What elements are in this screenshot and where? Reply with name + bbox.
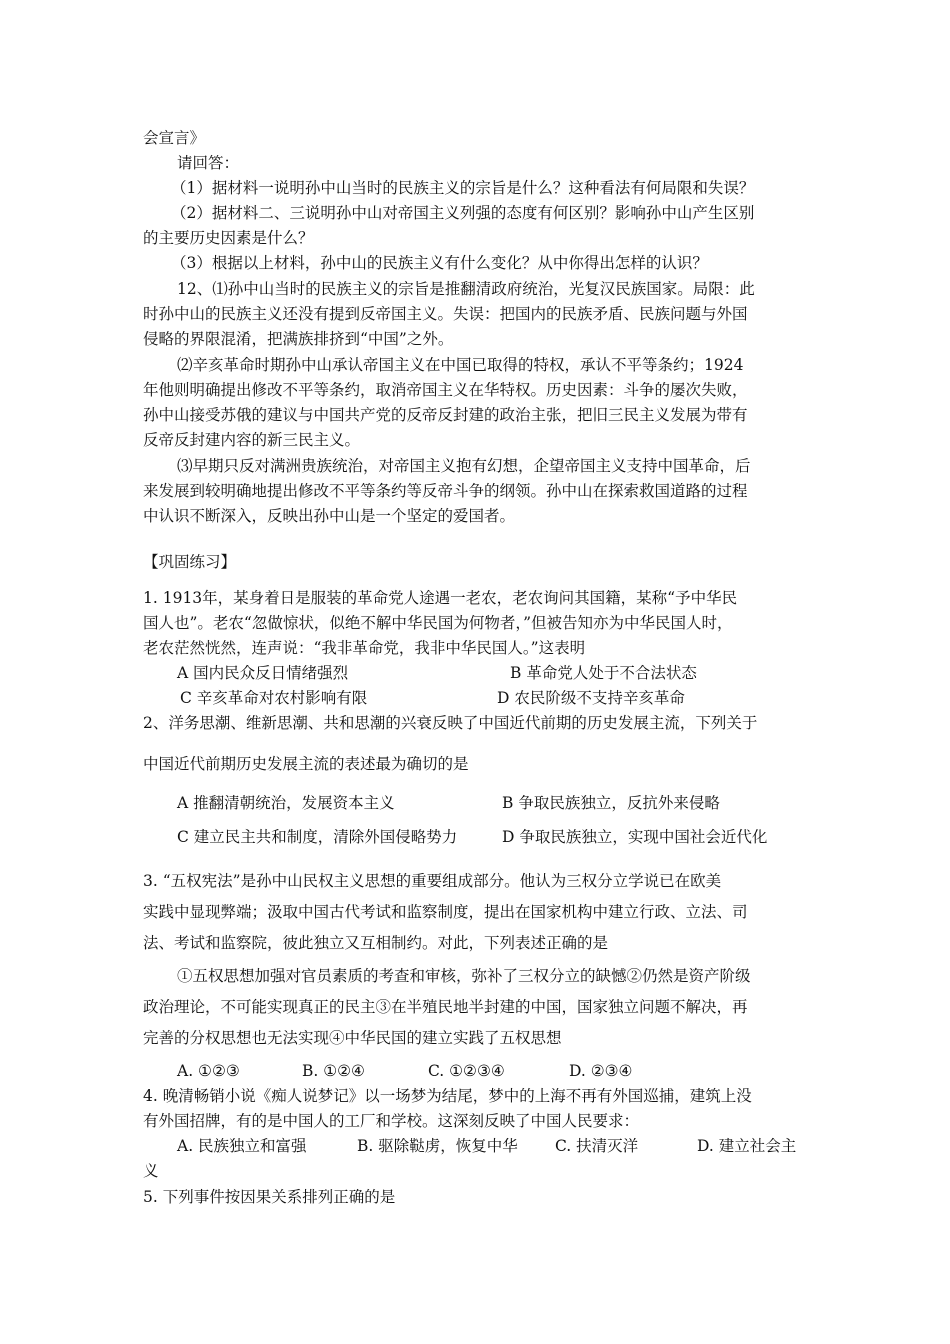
q3-option-a: A. ①②③: [177, 1062, 240, 1080]
q2-option-d: D 争取民族独立，实现中国社会近代化: [502, 828, 768, 846]
q3-statements: 完善的分权思想也无法实现④中华民国的建立实践了五权思想: [143, 1029, 562, 1047]
answer-line: 反帝反封建内容的新三民主义。: [143, 431, 361, 449]
answer-line: 12、⑴孙中山当时的民族主义的宗旨是推翻清政府统治，光复汉民族国家。局限：此: [177, 280, 755, 298]
q4-option-b: B. 驱除鞑虏，恢复中华: [357, 1137, 518, 1155]
intro-line: 会宣言》: [143, 129, 206, 147]
answer-line: 时孙中山的民族主义还没有提到反帝国主义。失误：把国内的民族矛盾、民族问题与外国: [143, 305, 748, 323]
answer-line: 中认识不断深入，反映出孙中山是一个坚定的爱国者。: [143, 507, 516, 525]
q4-option-d: D. 建立社会主: [697, 1137, 797, 1155]
q1-option-d: D 农民阶级不支持辛亥革命: [497, 689, 685, 707]
answer-line: 来发展到较明确地提出修改不平等条约等反帝斗争的纲领。孙中山在探索救国道路的过程: [143, 482, 748, 500]
q1-option-a: A 国内民众反日情绪强烈: [177, 664, 349, 682]
q1-stem: 老农茫然恍然，连声说：“我非革命党，我非中华民国人。”这表明: [143, 639, 586, 657]
answer-line: 孙中山接受苏俄的建议与中国共产党的反帝反封建的政治主张，把旧三民主义发展为带有: [143, 406, 748, 424]
q5-stem: 5. 下列事件按因果关系排列正确的是: [143, 1188, 396, 1206]
section-title: 【巩固练习】: [143, 553, 237, 571]
q1-option-c: C 辛亥革命对农村影响有限: [180, 689, 368, 707]
q3-option-d: D. ②③④: [569, 1062, 633, 1080]
answer-line: ⑶早期只反对满洲贵族统治，对帝国主义抱有幻想，企望帝国主义支持中国革命，后: [177, 457, 751, 475]
question-sub-3: （3）根据以上材料，孙中山的民族主义有什么变化？从中你得出怎样的认识？: [171, 254, 708, 272]
q1-stem: 1. 1913年，某身着日是服装的革命党人途遇一老农，老农询问其国籍，某称“予中华民: [143, 589, 738, 607]
q1-stem: 国人也”。老农“忽做惊状，似绝不解中华民国为何物者，”但被告知亦为中华民国人时，: [143, 614, 733, 632]
q3-statements: ①五权思想加强对官员素质的考查和审核，弥补了三权分立的缺憾②仍然是资产阶级: [177, 967, 751, 985]
q4-stem: 4. 晚清畅销小说《痴人说梦记》以一场梦为结尾，梦中的上海不再有外国巡捕，建筑上没: [143, 1087, 752, 1105]
q3-stem: 3. “五权宪法”是孙中山民权主义思想的重要组成部分。他认为三权分立学说已在欧美: [143, 872, 722, 890]
answer-line: 年他则明确提出修改不平等条约，取消帝国主义在华特权。历史因素：斗争的屡次失败，: [143, 381, 748, 399]
q4-stem: 有外国招牌，有的是中国人的工厂和学校。这深刻反映了中国人民要求：: [143, 1112, 640, 1130]
intro-line: 请回答：: [177, 154, 240, 172]
question-sub-2: （2）据材料二、三说明孙中山对帝国主义列强的态度有何区别？影响孙中山产生区别: [171, 204, 755, 222]
q2-option-b: B 争取民族独立，反抗外来侵略: [502, 794, 720, 812]
q3-option-c: C. ①②③④: [428, 1062, 505, 1080]
q2-option-a: A 推翻清朝统治，发展资本主义: [177, 794, 395, 812]
question-sub-2-cont: 的主要历史因素是什么？: [143, 229, 314, 247]
q3-stem: 实践中显现弊端；汲取中国古代考试和监察制度，提出在国家机构中建立行政、立法、司: [143, 903, 748, 921]
q4-option-a: A. 民族独立和富强: [177, 1137, 307, 1155]
q2-stem: 中国近代前期历史发展主流的表述最为确切的是: [143, 755, 469, 773]
q4-option-d-cont: 义: [143, 1162, 159, 1180]
q2-option-c: C 建立民主共和制度，清除外国侵略势力: [177, 828, 458, 846]
q3-statements: 政治理论，不可能实现真正的民主③在半殖民地半封建的中国，国家独立问题不解决，再: [143, 998, 748, 1016]
question-sub-1: （1）据材料一说明孙中山当时的民族主义的宗旨是什么？这种看法有何局限和失误？: [171, 179, 755, 197]
q2-stem: 2、洋务思潮、维新思潮、共和思潮的兴衰反映了中国近代前期的历史发展主流，下列关于: [143, 714, 758, 732]
q3-stem: 法、考试和监察院，彼此独立又互相制约。对此，下列表述正确的是: [143, 934, 609, 952]
q3-option-b: B. ①②④: [302, 1062, 365, 1080]
answer-line: 侵略的界限混淆，把满族排挤到“中国”之外。: [143, 330, 454, 348]
answer-line: ⑵辛亥革命时期孙中山承认帝国主义在中国已取得的特权，承认不平等条约；1924: [177, 356, 744, 374]
q1-option-b: B 革命党人处于不合法状态: [510, 664, 697, 682]
q4-option-c: C. 扶清灭洋: [555, 1137, 639, 1155]
